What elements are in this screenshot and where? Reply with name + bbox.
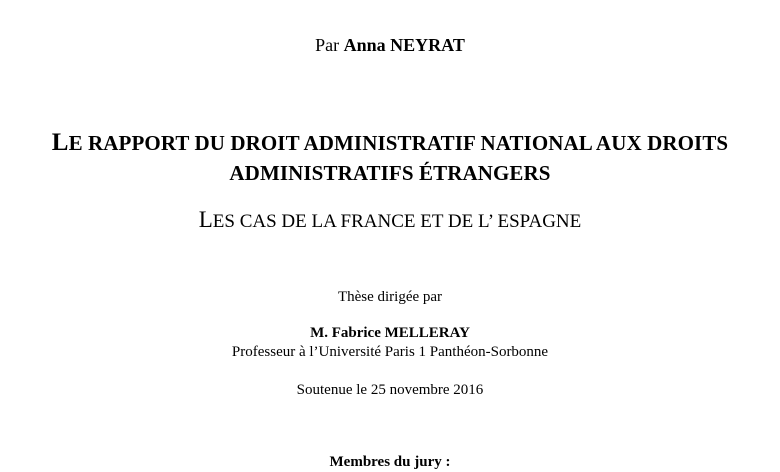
thesis-subtitle (0, 207, 780, 235)
thesis-title-line-2 (0, 159, 780, 187)
title-initial: L (51, 129, 69, 156)
director-role: Professeur à l’Université Paris 1 Panthéon-Sorbonne (231, 344, 549, 360)
title-line-1-text: E RAPPORT DU DROIT ADMINISTRATIF NATIONAL AUX DROITS (68, 131, 729, 155)
defense-date: Soutenue le 25 novembre 2016 (296, 382, 484, 398)
title-line-2-text: ADMINISTRATIFS ÉTRANGERS (229, 161, 551, 185)
author-prefix: Par (315, 35, 340, 55)
author-line (0, 34, 780, 56)
supervision-label: Thèse dirigée par (337, 289, 443, 305)
subtitle-text: ES CAS DE LA FRANCE ET DE L’ ESPAGNE (212, 211, 582, 232)
subtitle-initial: L (198, 207, 213, 232)
author-name: Anna NEYRAT (343, 35, 465, 55)
thesis-title-line-1 (0, 129, 780, 157)
jury-heading: Membres du jury : (329, 454, 451, 470)
director-name: M. Fabrice MELLERAY (310, 325, 470, 341)
